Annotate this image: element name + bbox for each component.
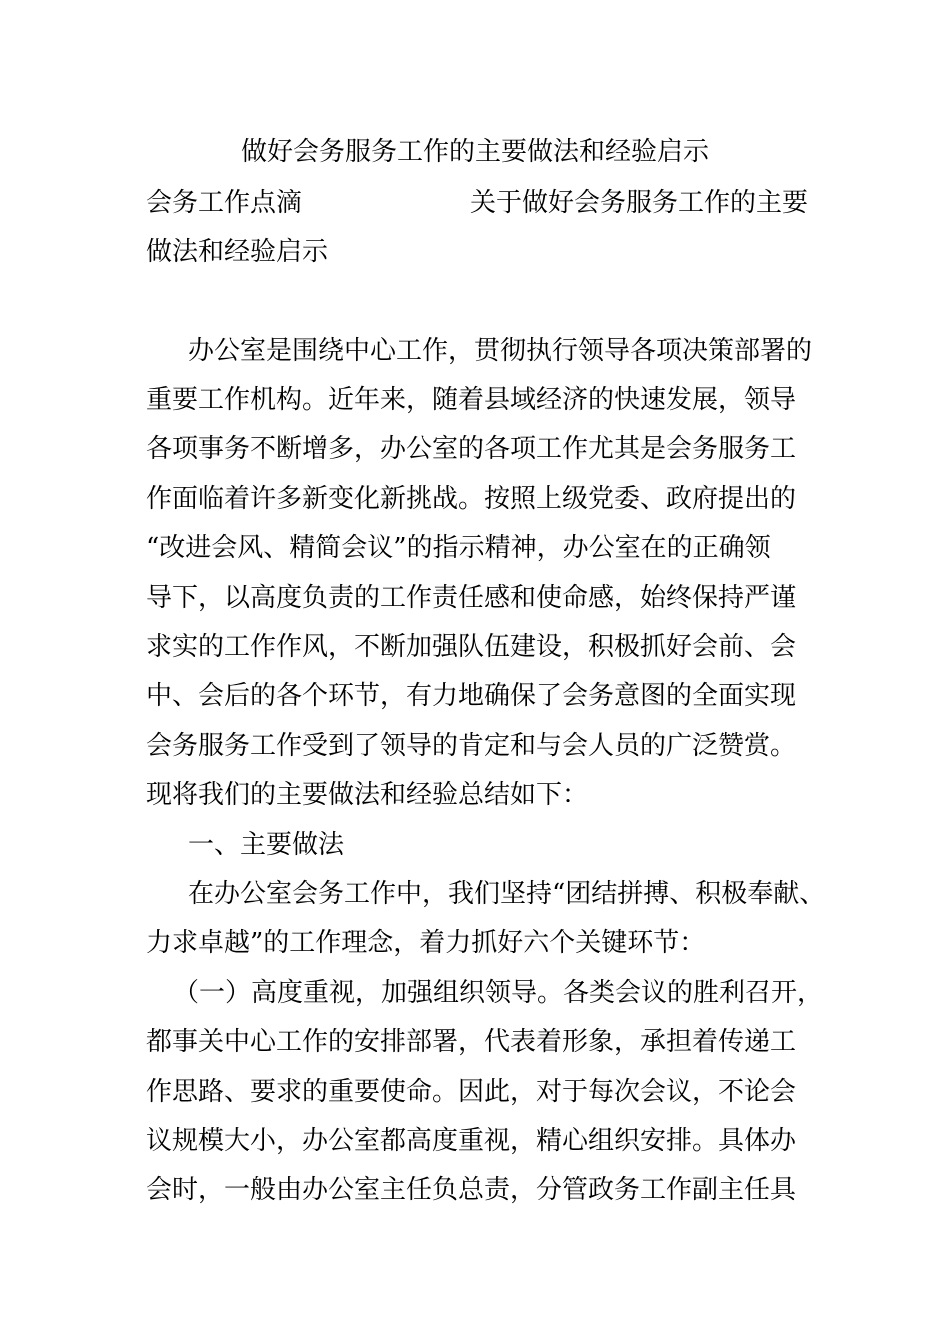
body-line-13: 力求卓越”的工作理念，着力抓好六个关键环节：: [146, 928, 706, 958]
body-line-4: 作面临着许多新变化新挑战。按照上级党委、政府提出的: [146, 484, 797, 514]
body-line-2: 重要工作机构。近年来，随着县域经济的快速发展，领导: [146, 385, 797, 415]
body-line-9: 会务服务工作受到了领导的肯定和与会人员的广泛赞赏。: [146, 731, 797, 761]
document-title: 做好会务服务工作的主要做法和经验启示: [240, 137, 709, 167]
body-line-5: “改进会风、精简会议”的指示精神，办公室在的正确领: [146, 533, 771, 563]
body-line-15: 都事关中心工作的安排部署，代表着形象，承担着传递工: [146, 1027, 797, 1057]
subsection-heading-1: （一）高度重视，加强组织领导。各类会议的胜利召开，: [173, 978, 824, 1008]
body-line-10: 现将我们的主要做法和经验总结如下：: [146, 780, 589, 810]
body-line-18: 会时，一般由办公室主任负总责，分管政务工作副主任具: [146, 1175, 797, 1205]
body-line-17: 议规模大小，办公室都高度重视，精心组织安排。具体办: [146, 1126, 797, 1156]
body-line-6: 导下，以高度负责的工作责任感和使命感，始终保持严谨: [146, 583, 797, 613]
section-heading-1: 一、主要做法: [188, 830, 345, 860]
subtitle-continuation: 做法和经验启示: [146, 237, 329, 267]
body-line-12: 在办公室会务工作中，我们坚持“团结拼搏、积极奉献、: [188, 879, 826, 909]
body-line-16: 作思路、要求的重要使命。因此，对于每次会议，不论会: [146, 1077, 797, 1107]
subtitle-left: 会务工作点滴: [146, 188, 303, 218]
subtitle-right: 关于做好会务服务工作的主要: [470, 188, 809, 218]
body-line-1: 办公室是围绕中心工作，贯彻执行领导各项决策部署的: [188, 336, 813, 366]
body-line-7: 求实的工作作风，不断加强队伍建设，积极抓好会前、会: [146, 632, 797, 662]
body-line-3: 各项事务不断增多，办公室的各项工作尤其是会务服务工: [146, 434, 797, 464]
body-line-8: 中、会后的各个环节，有力地确保了会务意图的全面实现: [146, 681, 797, 711]
